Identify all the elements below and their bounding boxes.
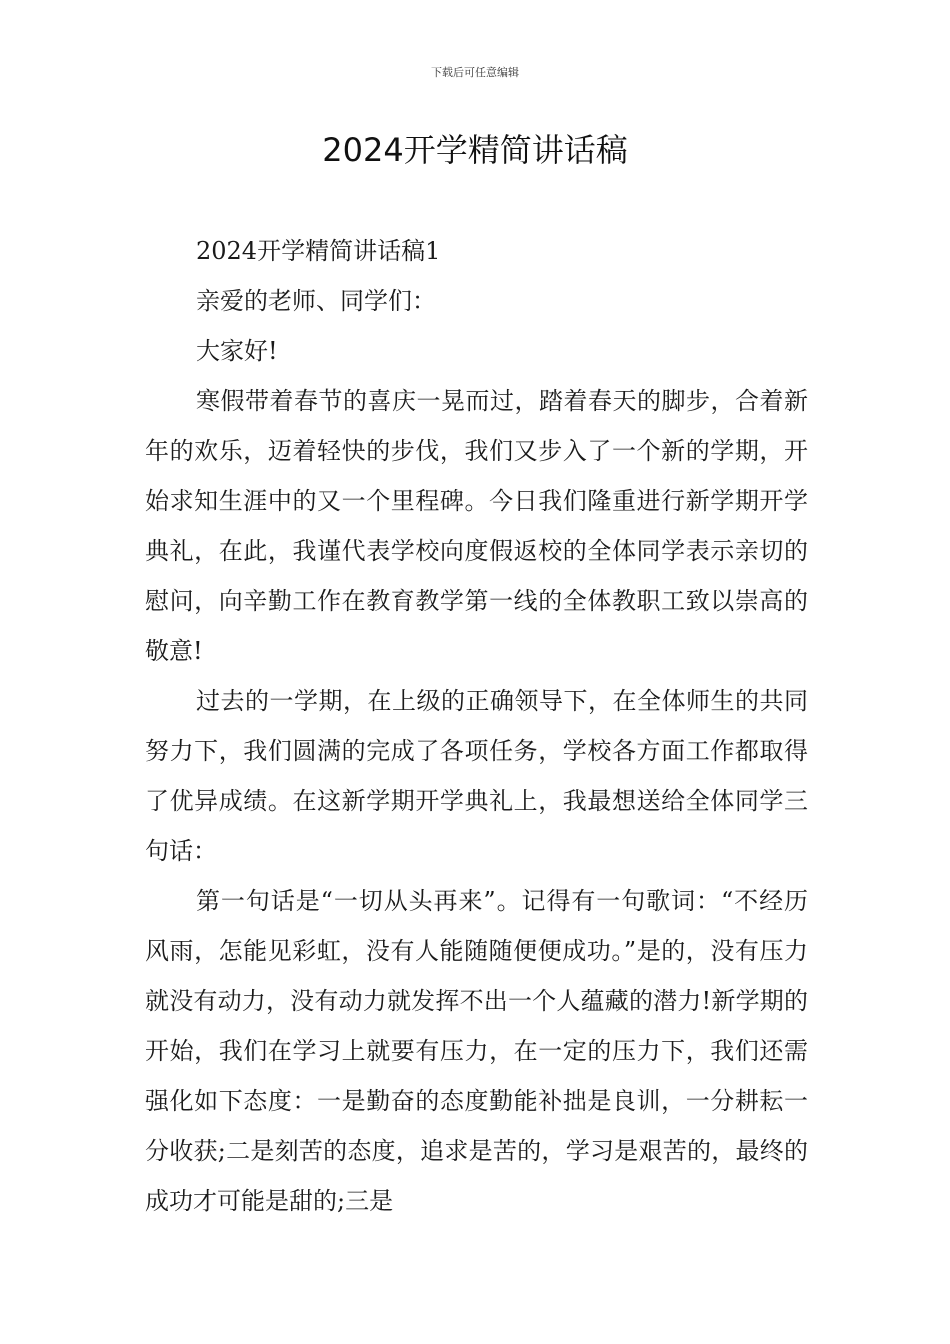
paragraph-subtitle: 2024开学精简讲话稿1	[196, 237, 441, 265]
paragraph-first-point: 第一句话是“一切从头再来”。记得有一句歌词：“不经历风雨，怎能见彩虹，没有人能随随便便成功。”是的，没有压力就没有动力，没有动力就发挥不出一个人蕴藏的潜力!新学期的开始，我们在学习上就要有压力，在一定的压力下，我们还需强化如下态度：一是勤奋的态度勤能补拙是良训，一分耕耘一分收获;二是刻苦的态度，追求是苦的，学习是艰苦的，最终的成功才可能是甜的;三是	[145, 887, 808, 1215]
paragraph-review: 过去的一学期，在上级的正确领导下，在全体师生的共同努力下，我们圆满的完成了各项任务，学校各方面工作都取得了优异成绩。在这新学期开学典礼上，我最想送给全体同学三句话：	[145, 687, 808, 865]
document-body	[145, 226, 808, 1226]
header-note: 下载后可任意编辑	[431, 66, 519, 79]
paragraph-salutation: 亲爱的老师、同学们：	[196, 287, 436, 315]
document-title: 2024开学精简讲话稿	[322, 131, 628, 169]
paragraph-greeting: 大家好!	[196, 337, 278, 365]
paragraph-intro: 寒假带着春节的喜庆一晃而过，踏着春天的脚步，合着新年的欢乐，迈着轻快的步伐，我们又步入了一个新的学期，开始求知生涯中的又一个里程碑。今日我们隆重进行新学期开学典礼，在此，我谨代表学校向度假返校的全体同学表示亲切的慰问，向辛勤工作在教育教学第一线的全体教职工致以崇高的敬意!	[145, 387, 808, 665]
